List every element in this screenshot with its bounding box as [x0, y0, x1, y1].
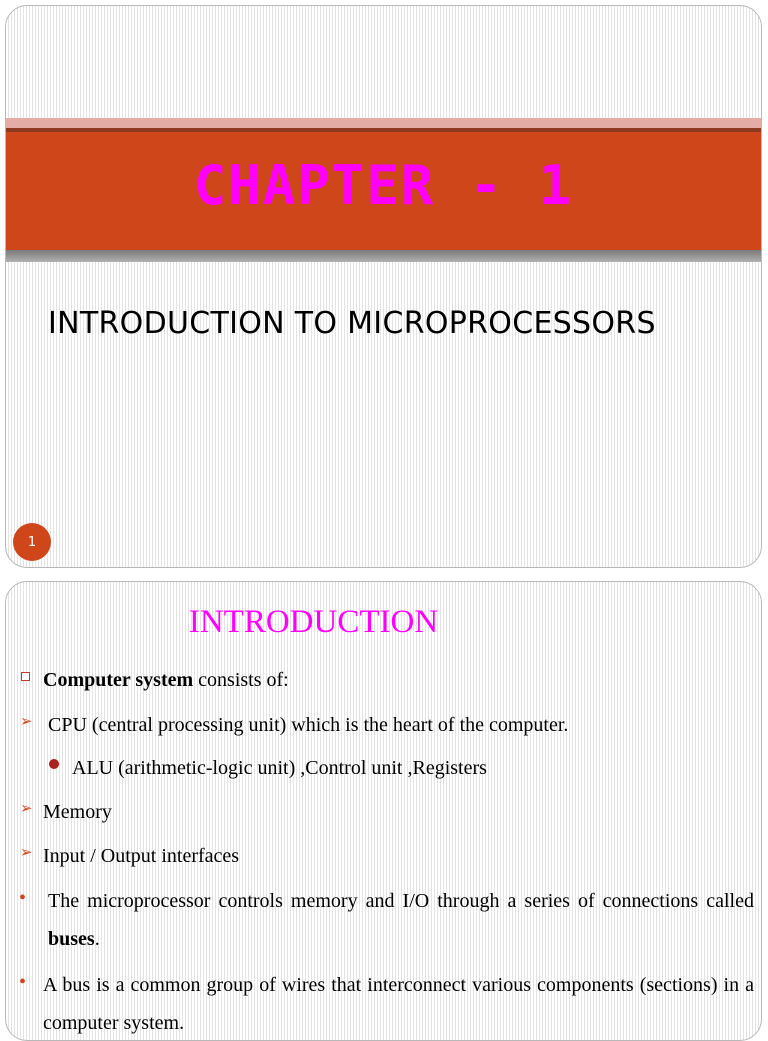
microprocessor-paragraph [48, 882, 754, 958]
slide-1 [5, 5, 762, 568]
slide-subtitle: INTRODUCTION TO MICROPROCESSORS [48, 306, 656, 341]
computer-system-line [43, 661, 289, 699]
intro-heading: INTRODUCTION [188, 604, 439, 640]
chapter-title: CHAPTER - 1 [193, 154, 574, 217]
microprocessor-text: The microprocessor controls memory and I/O through a series of connections called [48, 890, 754, 912]
title-band [6, 118, 761, 268]
small-bullet-icon: • [19, 971, 27, 993]
small-bullet-icon: • [19, 887, 27, 909]
buses-bold: buses [48, 928, 95, 950]
band-top-stripe [6, 118, 761, 128]
memory-line: Memory [43, 801, 112, 823]
bus-paragraph: A bus is a common group of wires that interconnect various components (sections) in a computer system. [43, 974, 754, 1034]
arrow-bullet-icon: ➢ [20, 801, 33, 817]
microprocessor-end: . [94, 928, 100, 950]
band-main [6, 132, 761, 250]
square-bullet-icon [21, 672, 30, 681]
computer-system-rest: consists of: [193, 669, 289, 691]
slide-2 [5, 581, 762, 1041]
computer-system-bold: Computer system [43, 669, 194, 691]
cpu-line: CPU (central processing unit) which is the heart of the computer. [48, 714, 569, 736]
arrow-bullet-icon: ➢ [20, 845, 33, 861]
dot-bullet-icon [49, 759, 59, 769]
page-number-badge: 1 [13, 523, 51, 561]
io-line: Input / Output interfaces [43, 845, 240, 867]
band-bottom-shadow [6, 250, 761, 262]
arrow-bullet-icon: ➢ [20, 714, 33, 730]
alu-line: ALU (arithmetic-logic unit) ,Control unit ,Registers [72, 757, 487, 779]
